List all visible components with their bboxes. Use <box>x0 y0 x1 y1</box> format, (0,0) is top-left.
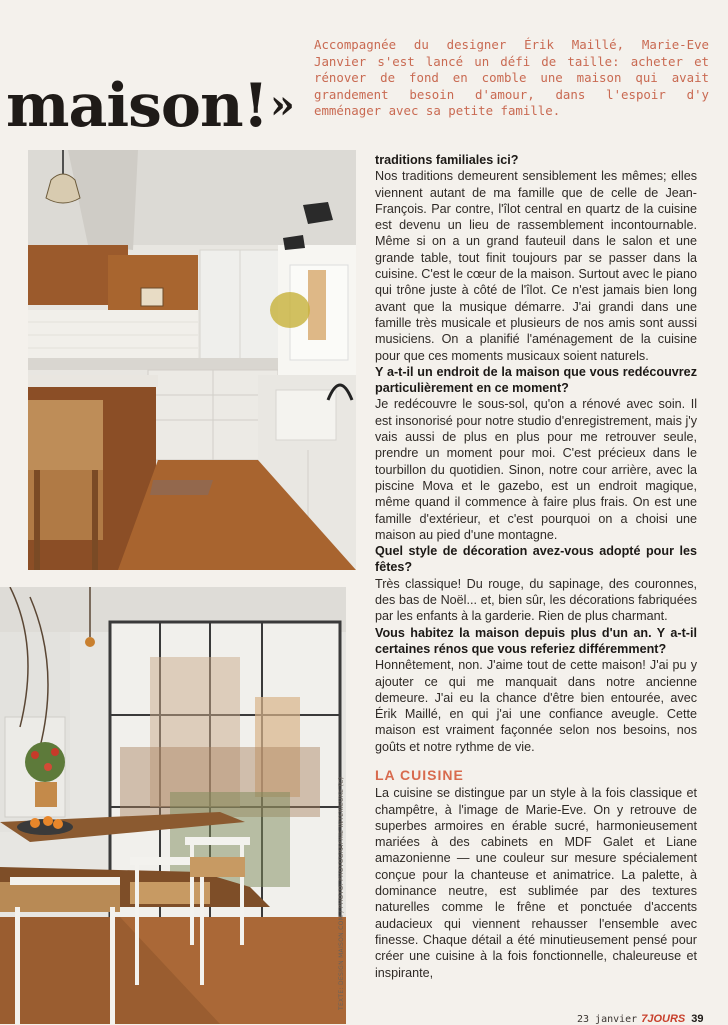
dining-photo <box>0 587 346 1024</box>
page-number: 39 <box>691 1013 704 1025</box>
question-4: Vous habitez la maison depuis plus d'un an. Y a-t-il certaines rénos que vous referiez différemment? <box>375 625 697 656</box>
answer-2: Je redécouvre le sous-sol, qu'on a rénové avec soin. Il est insonorisé pour notre studio d'enregistrement, mais j'y vais aussi de plus en plus pour me retrouver seule, prendre un moment pour moi. C'est précieux dans le tourbillon du quotidien. Sinon, notre cour arrière, avec la piscine Mova et le gazebo, est un endroit magique, même quand il commence à faire plus frais. On est une famille d'extérieur, et c'est pourquoi on a choisi une maison au pied d'une montagne. <box>375 397 697 542</box>
magazine-brand: 7JOURS <box>641 1013 686 1025</box>
article-column <box>375 152 697 981</box>
answer-3: Très classique! Du rouge, du sapinage, des couronnes, des bas de Noël... et, bien sûr, les décorations fabriquées par les enfants à la garderie. Rien de plus charmant. <box>375 576 697 624</box>
answer-1: Nos traditions demeurent sensiblement les mêmes; elles viennent autant de ma famille que de celle de Jean-François. Par contre, l'îlot central en quartz de la cuisine est devenu un lieu de rassemblement incontournable. Même si on a un grand fauteuil dans le salon et une grande table, tout finit toujours par se passer dans la cuisine. C'est le cœur de la maison. Surtout avec le piano qui trône juste à côté de l'îlot. Ce n'est jamais bien long avant que la musique démarre. J'ai grandi dans une famille très musicale et plusieurs de nos amis sont aussi musiciens. On a planifié l'aménagement de la cuisine pour que ces moments musicaux soient naturels. <box>375 169 697 363</box>
photo-credit: TEXTE: DESIGN MAISON.COM / PHOTO: PHOTOGRAPHIE INTERIEURE (C) <box>338 776 345 1010</box>
kitchen-illustration <box>28 150 356 570</box>
page-footer <box>577 1013 704 1025</box>
headline <box>6 71 294 141</box>
intro-paragraph: Accompagnée du designer Érik Maillé, Marie-Eve Janvier s'est lancé un défi de taille: acheter et rénover de fond en comble une maison qui avait grandement besoin d'amour, dans l'espoir d'y emménager avec sa petite famille. <box>314 37 709 118</box>
section-title: LA CUISINE <box>375 766 464 783</box>
question-1: traditions familiales ici? <box>375 153 519 167</box>
dining-illustration <box>0 587 346 1024</box>
kitchen-photo <box>28 150 356 570</box>
headline-text: maison! <box>6 71 268 141</box>
section-text: La cuisine se distingue par un style à la fois classique et champêtre, à l'image de Marie-Eve. On y retrouve de superbes armoires en érable sucré, harmonieusement mariées à des cabinets en MDF Galet et Liane amazonienne — une couleur sur mesure spécialement conçue pour la chanteuse et animatrice. La palette, à dominance neutre, est sublimée par des textures naturelles comme le frêne et ponctuée d'accents audacieux qui viennent rehausser l'ensemble avec finesse. Chaque détail a été minutieusement pensé pour créer une cuisine à la fois fonctionnelle, chaleureuse et inspirante, <box>375 786 697 980</box>
question-3: Quel style de décoration avez-vous adopté pour les fêtes? <box>375 544 697 575</box>
question-2: Y a-t-il un endroit de la maison que vous redécouvrez particulièrement en ce moment? <box>375 364 697 396</box>
issue-date: 23 janvier <box>577 1014 638 1025</box>
headline-quote: » <box>269 81 294 128</box>
answer-4: Honnêtement, non. J'aime tout de cette maison! J'ai pu y ajouter ce qui me manquait dans notre ancienne demeure. J'ai eu la chance d'être bien entourée, avec Érik Maillé, en qui j'ai une confiance aveugle. Cette maison est vraiment façonnée selon nos besoins, nos goûts et notre rythme de vie. <box>375 658 697 754</box>
